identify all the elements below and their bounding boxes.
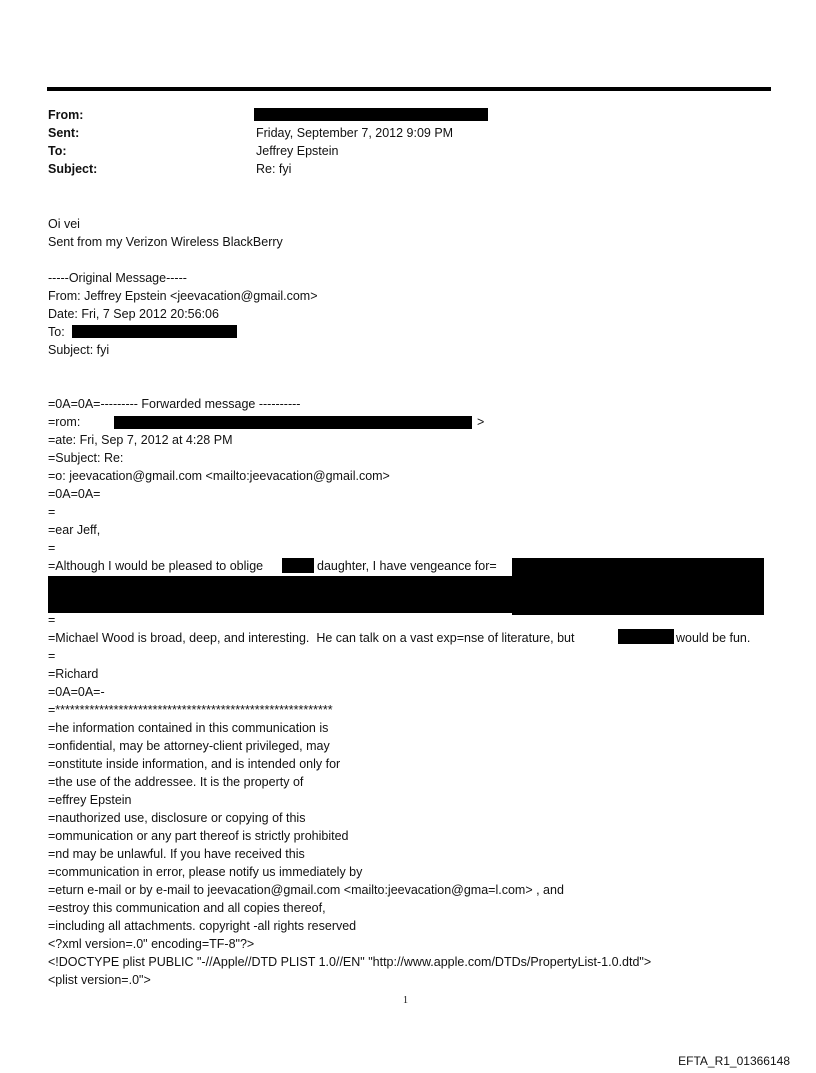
body-line: =nd may be unlawful. If you have received this [48, 847, 305, 861]
body-line: > [477, 415, 485, 429]
redaction-name [282, 558, 314, 573]
body-line: <!DOCTYPE plist PUBLIC "-//Apple//DTD PLIST 1.0//EN" "http://www.apple.com/DTDs/PropertyList-1.0.dtd"> [48, 955, 652, 969]
body-line: =communication in error, please notify us immediately by [48, 865, 363, 879]
body-line: =effrey Epstein [48, 793, 132, 807]
body-line: =estroy this communication and all copies thereof, [48, 901, 326, 915]
redaction-rom [114, 416, 472, 429]
document-id: EFTA_R1_01366148 [678, 1054, 790, 1068]
body-line: =ear Jeff, [48, 523, 101, 537]
body-line: Subject: fyi [48, 343, 110, 357]
from-label: From: [48, 108, 84, 122]
to-value: Jeffrey Epstein [256, 144, 339, 158]
redaction-to [72, 325, 237, 338]
header-rule [47, 87, 771, 91]
sent-label: Sent: [48, 126, 80, 140]
body-line: =********************************************************* [48, 703, 333, 717]
subject-label: Subject: [48, 162, 98, 176]
body-line: = [48, 541, 56, 555]
body-line: =ate: Fri, Sep 7, 2012 at 4:28 PM [48, 433, 233, 447]
body-line: would be fun. [676, 631, 751, 645]
body-line: =0A=0A=- [48, 685, 105, 699]
body-line: =Richard [48, 667, 99, 681]
body-line: =0A=0A= [48, 487, 101, 501]
body-line: =nauthorized use, disclosure or copying of this [48, 811, 306, 825]
subject-value: Re: fyi [256, 162, 292, 176]
redaction-inline [618, 629, 674, 644]
page-number: 1 [403, 995, 408, 1006]
body-line: =onfidential, may be attorney-client privileged, may [48, 739, 330, 753]
redaction-from [254, 108, 488, 121]
sent-value: Friday, September 7, 2012 9:09 PM [256, 126, 454, 140]
body-line: daughter, I have vengeance for= [317, 559, 497, 573]
body-line: =eturn e-mail or by e-mail to jeevacation@gmail.com <mailto:jeevacation@gma=l.com> , and [48, 883, 564, 897]
body-line: To: [48, 325, 69, 339]
body-line: =Although I would be pleased to oblige [48, 559, 264, 573]
body-line: = [48, 613, 56, 627]
body-line: =rom: [48, 415, 84, 429]
body-line: =Subject: Re: [48, 451, 124, 465]
redaction-block-right [512, 558, 764, 615]
body-line: Sent from my Verizon Wireless BlackBerry [48, 235, 283, 249]
body-line: =he information contained in this communication is [48, 721, 329, 735]
body-line: =including all attachments. copyright -all rights reserved [48, 919, 357, 933]
body-line: = [48, 649, 56, 663]
redaction-block-left [48, 576, 512, 613]
body-line: =0A=0A=--------- Forwarded message ---------- [48, 397, 301, 411]
body-line: Oi vei [48, 217, 80, 231]
body-line: Date: Fri, 7 Sep 2012 20:56:06 [48, 307, 219, 321]
body-line: =o: jeevacation@gmail.com <mailto:jeevacation@gmail.com> [48, 469, 390, 483]
body-line: = [48, 505, 56, 519]
body-line: =Michael Wood is broad, deep, and interesting. He can talk on a vast exp=nse of literature, but [48, 631, 575, 645]
body-line: =the use of the addressee. It is the property of [48, 775, 304, 789]
body-line: <?xml version=.0" encoding=TF-8"?> [48, 937, 255, 951]
body-line: -----Original Message----- [48, 271, 187, 285]
body-line: =ommunication or any part thereof is strictly prohibited [48, 829, 349, 843]
body-line: =onstitute inside information, and is intended only for [48, 757, 341, 771]
body-line: <plist version=.0"> [48, 973, 151, 987]
body-line: From: Jeffrey Epstein <jeevacation@gmail.com> [48, 289, 318, 303]
to-label: To: [48, 144, 67, 158]
